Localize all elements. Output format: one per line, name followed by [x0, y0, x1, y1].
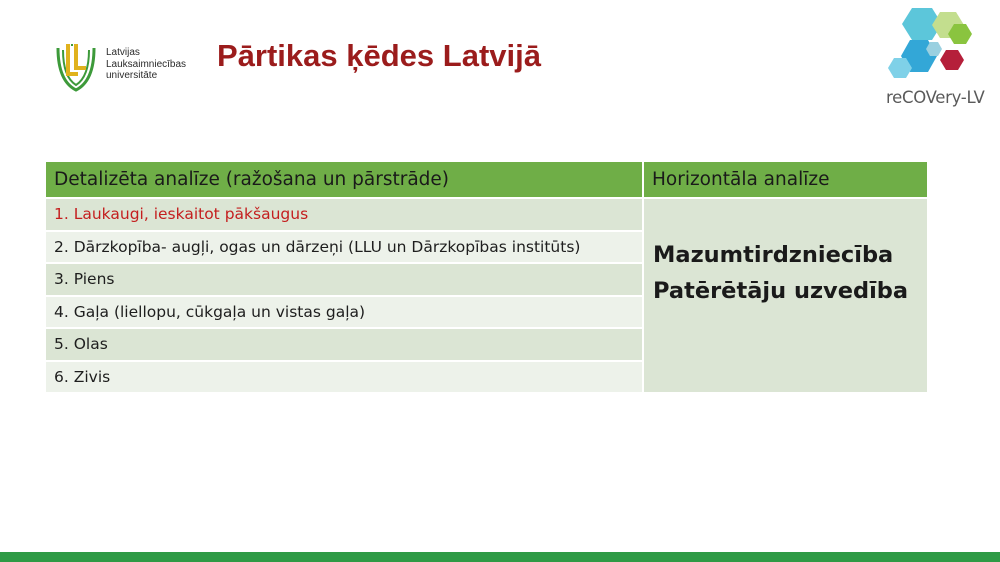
bottom-band [0, 552, 1000, 562]
llu-logo-line: Lauksaimniecības [106, 58, 187, 70]
header-detailed-analysis: Detalizēta analīze (ražošana un pārstrāde) [45, 161, 643, 198]
hexagon-cluster-icon [884, 6, 984, 84]
table-row [45, 198, 928, 231]
table-header-row [45, 161, 928, 198]
horizontal-analysis-cell [643, 198, 928, 393]
food-chain-table [44, 160, 929, 394]
llu-logo-line: Latvijas [106, 47, 140, 58]
side-line-consumer-behaviour: Patērētāju uzvedība [653, 278, 909, 304]
llu-emblem-icon [54, 40, 98, 94]
side-line-retail: Mazumtirdzniecība [653, 242, 894, 268]
header-horizontal-analysis: Horizontāla analīze [643, 161, 928, 198]
recovery-logo [884, 6, 984, 110]
llu-logo-text [106, 47, 186, 82]
row-field-crops: 1. Laukaugi, ieskaitot pākšaugus [45, 198, 643, 231]
row-meat: 4. Gaļa (liellopu, cūkgaļa un vistas gaļa) [45, 296, 643, 329]
row-horticulture: 2. Dārzkopība- augļi, ogas un dārzeņi (LLU un Dārzkopības institūts) [45, 231, 643, 264]
llu-logo-line: universitāte [106, 70, 158, 81]
row-fish: 6. Zivis [45, 361, 643, 394]
row-milk: 3. Piens [45, 263, 643, 296]
llu-logo [54, 40, 204, 96]
page-title: Pārtikas ķēdes Latvijā [217, 38, 541, 73]
row-eggs: 5. Olas [45, 328, 643, 361]
recovery-logo-text: reCOVery-LV [886, 88, 985, 107]
